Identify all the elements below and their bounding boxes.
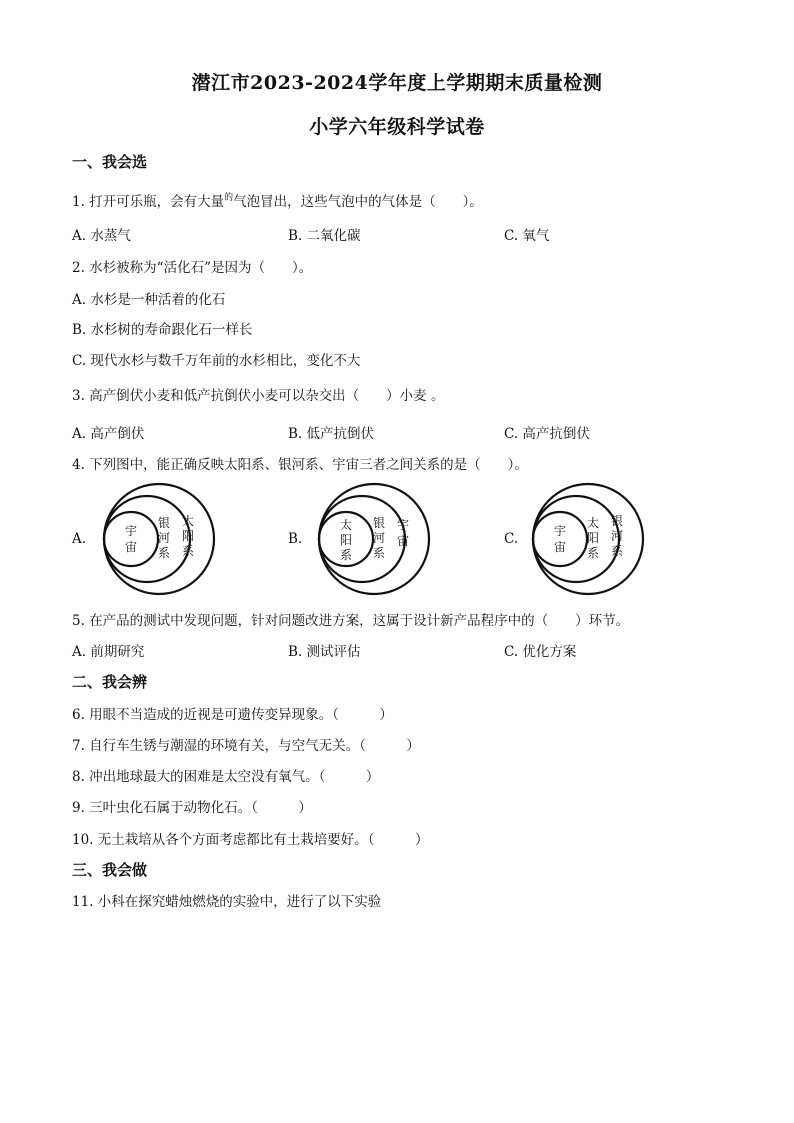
question-1-option-a[interactable]: A. 水蒸气 [72,228,131,244]
diagram-a-outer-char-1: 太 [181,514,195,528]
question-1-superscript: 的 [224,193,234,203]
question-5-options [0,640,794,660]
question-4-diagram-a[interactable] [95,482,225,597]
question-4-option-a-letter[interactable]: A. [72,531,87,547]
diagram-c-middle-char-2: 阳 [586,531,600,545]
inner-circle [533,512,587,566]
section-heading-choose: 一、我会选 [72,153,148,171]
page-subtitle: 小学六年级科学试卷 [309,116,485,138]
diagram-c-outer-char-3: 系 [610,544,624,558]
section-heading-do: 三、我会做 [72,861,148,879]
question-1-text-before: 1. 打开可乐瓶，会有大量 [72,194,225,210]
diagram-b-middle-char-2: 河 [372,531,386,545]
diagram-b-inner-char-1: 太 [339,518,353,532]
diagram-a-middle-char-1: 银 [157,516,171,530]
question-11: 11. 小科在探究蜡烛燃烧的实验中，进行了以下实验 [72,894,382,910]
question-3-option-a[interactable]: A. 高产倒伏 [72,426,145,442]
question-4: 4. 下列图中，能正确反映太阳系、银河系、宇宙三者之间关系的是（ ）。 [72,457,528,473]
diagram-a-outer-char-2: 阳 [181,529,195,543]
diagram-c-inner-char-2: 宙 [553,540,567,554]
section-heading-judge: 二、我会辨 [72,673,148,691]
diagram-a-middle-char-3: 系 [157,546,171,560]
question-9[interactable]: 9. 三叶虫化石属于动物化石。（ ） [72,800,312,816]
page-title: 潜江市2023-2024学年度上学期期末质量检测 [191,72,603,94]
middle-circle [319,496,405,582]
diagram-c-middle-char-1: 太 [586,516,600,530]
middle-circle [533,496,619,582]
diagram-b-inner-char-2: 阳 [339,533,353,547]
question-2-option-b[interactable]: B. 水杉树的寿命跟化石一样长 [72,322,253,338]
question-1-option-b[interactable]: B. 二氧化碳 [288,228,361,244]
question-2-option-c[interactable]: C. 现代水杉与数千万年前的水杉相比，变化不大 [72,353,361,369]
question-4-option-c-letter[interactable]: C. [504,531,519,547]
diagram-c-middle-char-3: 系 [586,546,600,560]
question-2-option-a[interactable]: A. 水杉是一种活着的化石 [72,292,226,308]
question-1-option-c[interactable]: C. 氧气 [504,228,550,244]
question-1-options [0,224,794,244]
diagram-b-inner-char-3: 系 [339,548,353,562]
question-3: 3. 高产倒伏小麦和低产抗倒伏小麦可以杂交出（ ）小麦 。 [72,388,445,404]
question-5-option-b[interactable]: B. 测试评估 [288,644,361,660]
question-10[interactable]: 10. 无土栽培从各个方面考虑都比有土栽培要好。（ ） [72,832,429,848]
diagram-a-middle-char-2: 河 [157,531,171,545]
question-5: 5. 在产品的测试中发现问题，针对问题改进方案，这属于设计新产品程序中的（ ）环节。 [72,613,630,629]
question-4-diagram-b[interactable] [310,482,440,597]
diagram-b-outer-char-2: 宙 [396,534,410,548]
question-1-text-after: 气泡冒出，这些气泡中的气体是（ ）。 [233,194,483,210]
question-4-option-b-letter[interactable]: B. [288,531,303,547]
inner-circle [104,512,158,566]
question-3-option-c[interactable]: C. 高产抗倒伏 [504,426,590,442]
diagram-c-outer-char-1: 银 [610,514,624,528]
question-2: 2. 水杉被称为“活化石”是因为（ ）。 [72,260,313,276]
diagram-a-inner-char-1: 宇 [124,524,138,538]
question-1 [72,190,483,210]
diagram-c-outer-char-2: 河 [610,529,624,543]
question-5-option-a[interactable]: A. 前期研究 [72,644,145,660]
diagram-a-outer-char-3: 系 [181,544,195,558]
diagram-b-middle-char-1: 银 [372,516,386,530]
question-3-options [0,422,794,442]
question-8[interactable]: 8. 冲出地球最大的困难是太空没有氧气。（ ） [72,769,380,785]
question-5-option-c[interactable]: C. 优化方案 [504,644,577,660]
diagram-a-inner-char-2: 宙 [124,540,138,554]
diagram-c-inner-char-1: 宇 [553,524,567,538]
diagram-b-middle-char-3: 系 [372,546,386,560]
question-3-option-b[interactable]: B. 低产抗倒伏 [288,426,375,442]
question-7[interactable]: 7. 自行车生锈与潮湿的环境有关，与空气无关。（ ） [72,738,420,754]
question-4-diagram-c[interactable] [524,482,654,597]
question-6[interactable]: 6. 用眼不当造成的近视是可遗传变异现象。（ ） [72,707,393,723]
diagram-b-outer-char-1: 宇 [396,518,410,532]
middle-circle [104,496,190,582]
